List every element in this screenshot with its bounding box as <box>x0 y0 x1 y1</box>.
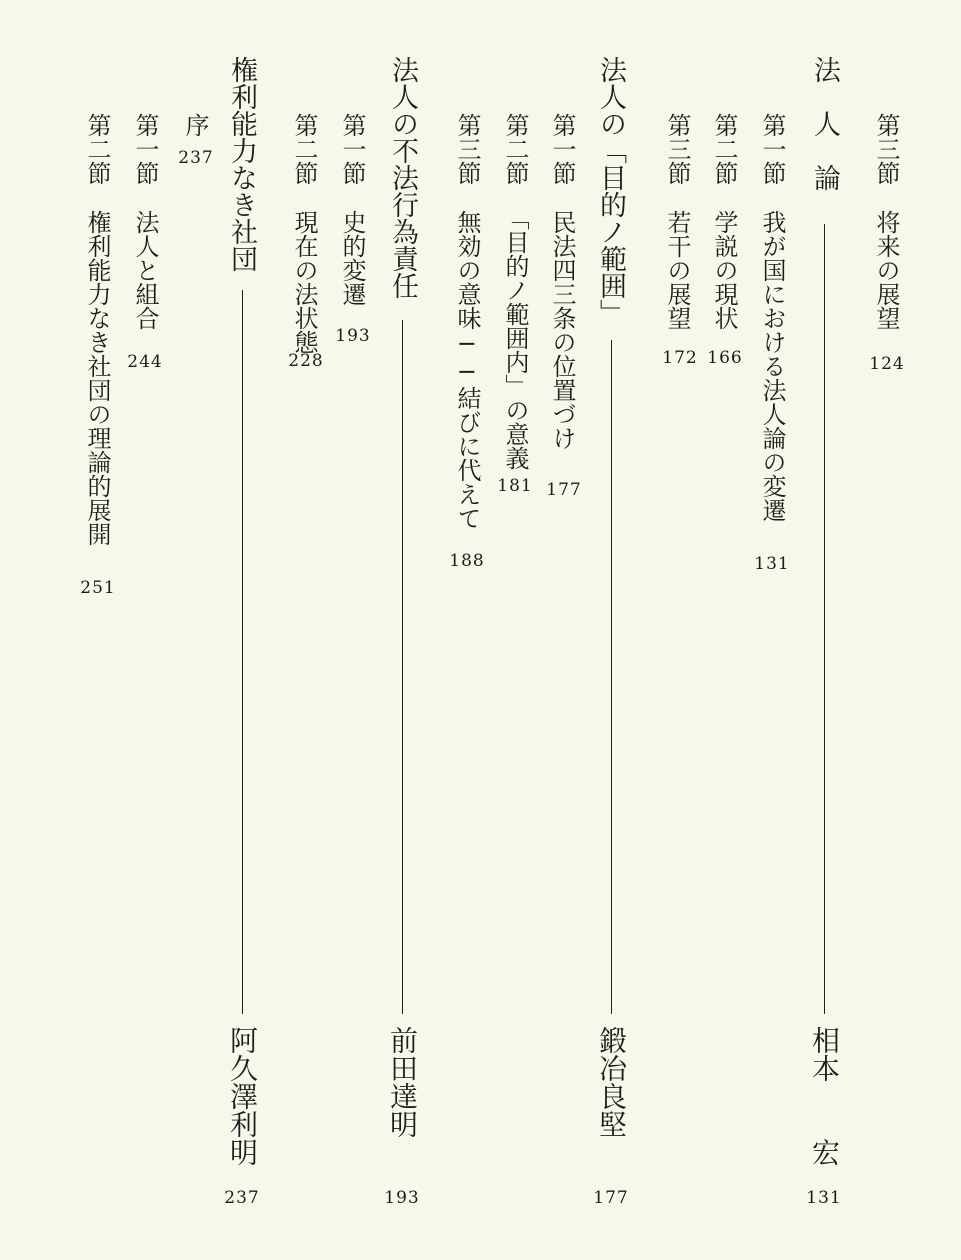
author-name: 阿久澤利明 <box>226 1026 259 1166</box>
section-label: 第三節 <box>663 113 691 185</box>
page-number: 131 <box>806 1188 842 1208</box>
part-title: 法人の「目的ノ範囲」 <box>595 56 626 326</box>
section-label: 序 <box>181 113 209 137</box>
divider-line <box>242 290 243 1014</box>
page-number: 172 <box>662 348 698 368</box>
section-title: 将来の展望 <box>872 210 900 330</box>
page-number: 193 <box>384 1188 420 1208</box>
page-number: 193 <box>335 326 371 346</box>
part-title: 権利能力なき社団 <box>226 56 257 272</box>
page-number: 131 <box>754 554 790 574</box>
section-label: 第一節 <box>131 113 159 185</box>
page-number: 188 <box>449 551 485 571</box>
part-title: 法人の不法行為責任 <box>387 56 418 299</box>
section-label: 第三節 <box>453 113 481 185</box>
page-number: 244 <box>127 352 163 372</box>
section-label: 第一節 <box>758 113 786 185</box>
section-title: 「目的ノ範囲内」の意義 <box>501 206 529 470</box>
section-title: 学説の現状 <box>710 210 738 330</box>
page-number: 177 <box>546 480 582 500</box>
divider-line <box>611 340 612 1014</box>
bleed-through-1 <box>875 60 897 82</box>
page-number: 166 <box>707 348 743 368</box>
divider-line <box>402 320 403 1014</box>
page-number: 177 <box>593 1188 629 1208</box>
section-label: 第三節 <box>872 113 900 185</box>
section-label: 第二節 <box>83 113 111 185</box>
section-label: 第一節 <box>338 113 366 185</box>
section-title: 我が国における法人論の変遷 <box>758 210 786 522</box>
divider-line <box>824 224 825 1014</box>
page-number: 124 <box>869 354 905 374</box>
section-title: 若干の展望 <box>663 210 691 330</box>
section-title: 現在の法状態 <box>290 210 318 354</box>
page-number: 237 <box>178 148 214 168</box>
author-name: 前田達明 <box>386 1026 419 1138</box>
section-title: 史的変遷 <box>338 210 366 306</box>
page-number: 251 <box>80 578 116 598</box>
section-title: 法人と組合 <box>131 210 159 330</box>
section-title: 無効の意味──結びに代えて <box>453 210 481 530</box>
part-title: 法 人 論 <box>809 56 840 191</box>
section-label: 第二節 <box>290 113 318 185</box>
author-name: 相本 宏 <box>808 1026 841 1166</box>
section-label: 第一節 <box>548 113 576 185</box>
page-number: 237 <box>224 1188 260 1208</box>
page-number: 181 <box>497 476 533 496</box>
section-title: 民法四三条の位置づけ <box>548 210 576 450</box>
author-name: 鍛冶良堅 <box>595 1026 628 1138</box>
section-label: 第二節 <box>501 113 529 185</box>
section-title: 権利能力なき社団の理論的展開 <box>83 210 111 546</box>
section-label: 第二節 <box>710 113 738 185</box>
page-number: 228 <box>288 351 324 371</box>
